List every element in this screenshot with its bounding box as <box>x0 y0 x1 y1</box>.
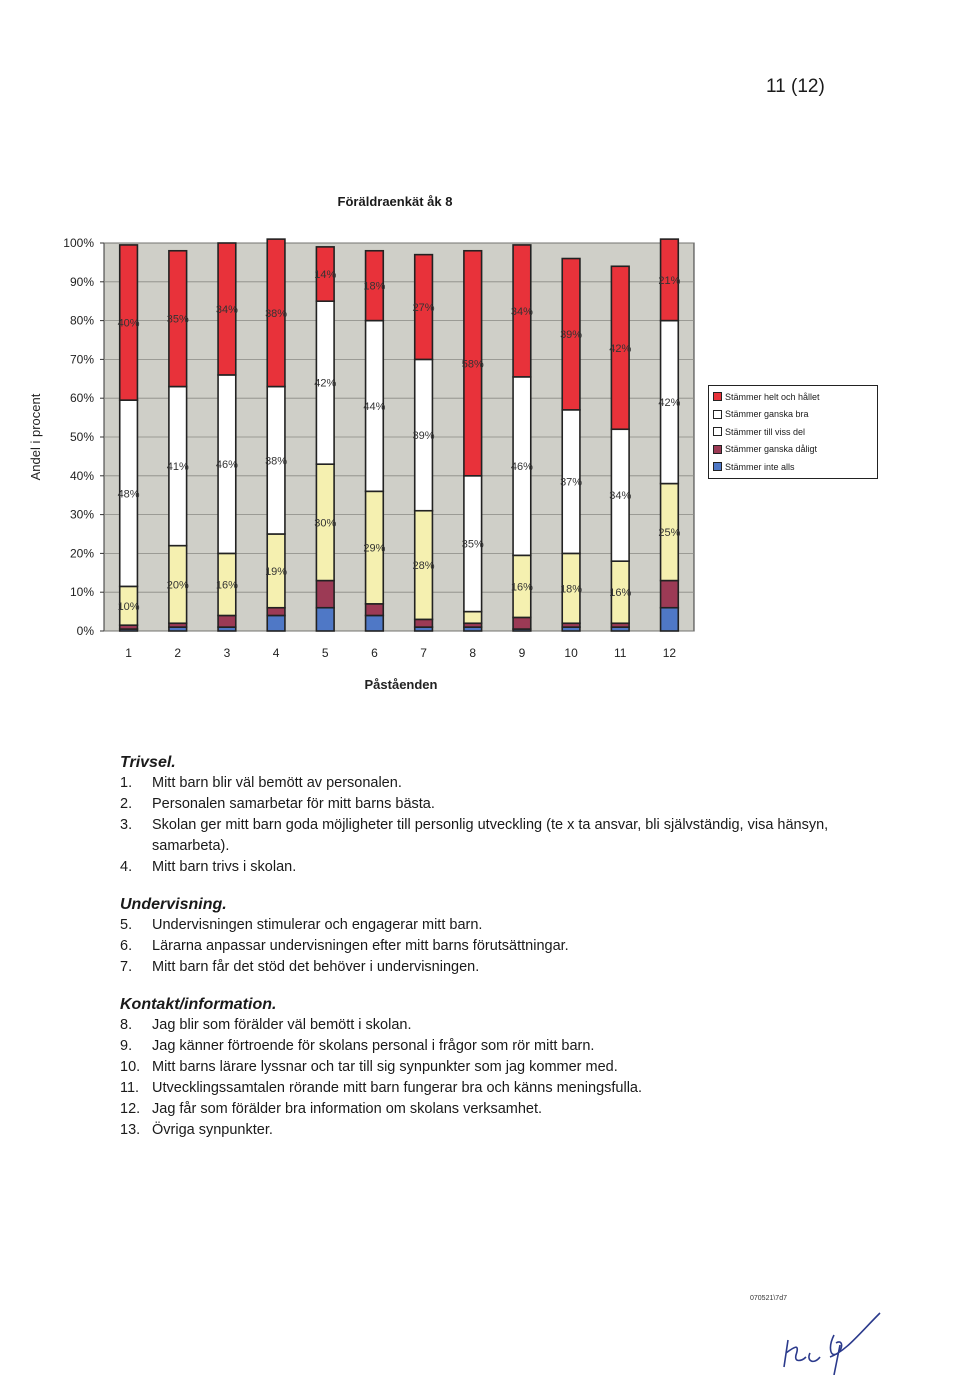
statement-text: Övriga synpunkter. <box>152 1122 273 1138</box>
data-label: 21% <box>658 274 681 287</box>
statement-number: 10. <box>120 1059 141 1075</box>
statement-text: Jag får som förälder bra information om skolans verksamhet. <box>152 1101 543 1117</box>
x-tick-label: 2 <box>174 646 182 660</box>
chart-legend <box>708 385 878 479</box>
bar-segment <box>316 581 334 608</box>
legend-item <box>713 441 873 459</box>
chart-title: Föräldraenkät åk 8 <box>337 194 453 209</box>
handwritten-signature <box>750 1295 900 1375</box>
statement-item <box>120 815 840 857</box>
signature <box>750 1295 900 1375</box>
statement-number: 2. <box>120 796 133 812</box>
data-label: 37% <box>560 476 583 489</box>
statement-number: 11. <box>120 1080 140 1096</box>
statement-text: Mitt barn får det stöd det behöver i undervisningen. <box>152 959 480 975</box>
statement-item <box>120 915 840 936</box>
statement-number: 13. <box>120 1122 141 1138</box>
data-label: 16% <box>510 581 533 594</box>
legend-swatch <box>713 427 722 436</box>
statement-item <box>120 773 840 794</box>
statement-number: 5. <box>120 917 133 933</box>
statement-text: Jag blir som förälder väl bemött i skolan. <box>152 1017 412 1033</box>
data-label: 10% <box>117 600 140 613</box>
section-heading: Undervisning. <box>120 896 227 913</box>
statement-item <box>120 1120 840 1141</box>
x-tick-label: 11 <box>614 646 627 660</box>
x-tick-label: 4 <box>272 646 280 660</box>
legend-swatch <box>713 445 722 454</box>
x-tick-label: 3 <box>223 646 231 660</box>
data-label: 16% <box>609 587 632 600</box>
statement-number: 6. <box>120 938 133 954</box>
legend-swatch <box>713 462 722 471</box>
y-tick-label: 50% <box>69 430 94 444</box>
y-tick-label: 70% <box>69 352 94 367</box>
bar-segment <box>366 604 384 616</box>
y-axis-label: Andel i procent <box>28 393 43 481</box>
bar-segment <box>661 581 679 608</box>
statement-text: Utvecklingssamtalen rörande mitt barn fungerar bra och känns meningsfulla. <box>152 1080 643 1096</box>
data-label: 42% <box>609 342 632 355</box>
legend-label: Stämmer ganska dåligt <box>725 444 818 455</box>
x-tick-label: 1 <box>125 646 132 660</box>
y-tick-label: 10% <box>69 585 94 600</box>
legend-item <box>713 458 873 476</box>
statement-text: Mitt barn blir väl bemött av personalen. <box>152 775 402 791</box>
data-label: 44% <box>363 400 386 413</box>
data-label: 34% <box>510 305 533 318</box>
bar-segment <box>513 617 531 629</box>
statement-item <box>120 1078 840 1099</box>
legend-swatch <box>713 410 722 419</box>
data-label: 27% <box>412 302 435 315</box>
legend-item <box>713 388 873 406</box>
data-label: 19% <box>265 565 288 578</box>
statement-list <box>120 752 840 1141</box>
legend-label: Stämmer till viss del <box>725 426 806 437</box>
statement-text: Lärarna anpassar undervisningen efter mitt barns förutsättningar. <box>152 938 569 954</box>
bar-segment <box>316 608 334 631</box>
legend-item <box>713 406 873 424</box>
statement-item <box>120 1057 840 1078</box>
data-label: 39% <box>412 430 435 443</box>
statement-item <box>120 1015 840 1036</box>
statement-item <box>120 1099 840 1120</box>
data-label: 34% <box>609 490 632 503</box>
data-label: 30% <box>314 517 337 530</box>
statement-text: Mitt barns lärare lyssnar och tar till sig synpunkter som jag kommer med. <box>152 1059 618 1075</box>
statement-text: Jag känner förtroende för skolans personal i frågor som rör mitt barn. <box>152 1038 595 1054</box>
statement-number: 8. <box>120 1017 133 1033</box>
data-label: 58% <box>461 358 484 371</box>
statement-text: Skolan ger mitt barn goda möjligheter till personlig utveckling (te x ta ansvar, bli självständig, visa hänsyn, samarbeta). <box>152 817 829 854</box>
legend-swatch <box>713 392 722 401</box>
y-tick-label: 0% <box>76 624 94 638</box>
data-label: 20% <box>166 579 189 592</box>
legend-item <box>713 423 873 441</box>
x-tick-label: 12 <box>662 646 677 660</box>
statement-text: Mitt barn trivs i skolan. <box>152 859 297 875</box>
bar-segment <box>218 615 236 627</box>
x-tick-label: 10 <box>564 646 578 660</box>
y-tick-label: 40% <box>69 468 94 483</box>
data-label: 35% <box>166 313 189 326</box>
data-label: 39% <box>560 329 583 342</box>
statement-item <box>120 857 840 878</box>
legend-label: Stämmer inte alls <box>725 461 795 472</box>
data-label: 35% <box>461 538 484 551</box>
bar-segment <box>464 612 482 624</box>
statement-number: 4. <box>120 859 133 875</box>
y-tick-label: 20% <box>69 546 94 561</box>
statement-number: 3. <box>120 817 133 833</box>
data-label: 41% <box>166 461 189 474</box>
data-label: 34% <box>215 303 238 316</box>
y-tick-label: 60% <box>69 391 94 406</box>
statement-text: Personalen samarbetar för mitt barns bästa. <box>152 796 435 812</box>
data-label: 16% <box>215 579 238 592</box>
chart <box>0 185 960 705</box>
x-tick-label: 6 <box>371 646 378 660</box>
data-label: 42% <box>658 397 681 410</box>
section-heading: Kontakt/information. <box>120 996 277 1013</box>
bar-segment <box>267 608 285 616</box>
bar-segment <box>415 619 433 627</box>
bar-segment <box>366 615 384 631</box>
data-label: 28% <box>412 560 435 573</box>
bar-segment <box>661 608 679 631</box>
data-label: 29% <box>363 542 386 555</box>
data-label: 46% <box>215 459 238 472</box>
y-tick-label: 100% <box>63 236 94 250</box>
x-tick-label: 5 <box>321 646 329 660</box>
data-label: 18% <box>363 280 386 293</box>
data-label: 18% <box>560 583 583 596</box>
y-tick-label: 30% <box>69 507 94 522</box>
section-heading: Trivsel. <box>120 754 176 771</box>
legend-label: Stämmer ganska bra <box>725 409 809 420</box>
statement-number: 12. <box>120 1101 141 1117</box>
x-axis-label: Påståenden <box>364 677 438 692</box>
data-label: 38% <box>265 455 288 468</box>
data-label: 14% <box>314 269 337 282</box>
statement-text: Undervisningen stimulerar och engagerar mitt barn. <box>152 917 483 933</box>
signature-code: 070521\7d7 <box>750 1295 787 1302</box>
data-label: 38% <box>265 307 288 320</box>
data-label: 42% <box>314 377 337 390</box>
data-label: 46% <box>510 461 533 474</box>
statement-item <box>120 794 840 815</box>
data-label: 40% <box>117 317 140 330</box>
statement-number: 9. <box>120 1038 133 1054</box>
statement-item <box>120 936 840 957</box>
statement-number: 1. <box>120 775 133 791</box>
y-tick-label: 80% <box>69 313 94 328</box>
legend-label: Stämmer helt och hållet <box>725 391 820 402</box>
statement-item <box>120 957 840 978</box>
x-tick-label: 7 <box>420 646 427 660</box>
data-label: 48% <box>117 488 140 501</box>
y-tick-label: 90% <box>69 274 94 289</box>
data-label: 25% <box>658 527 681 540</box>
statement-item <box>120 1036 840 1057</box>
x-tick-label: 8 <box>469 646 477 660</box>
statement-number: 7. <box>120 959 133 975</box>
x-tick-label: 9 <box>518 646 526 660</box>
bar-segment <box>267 615 285 631</box>
page-number: 11 (12) <box>766 76 825 97</box>
